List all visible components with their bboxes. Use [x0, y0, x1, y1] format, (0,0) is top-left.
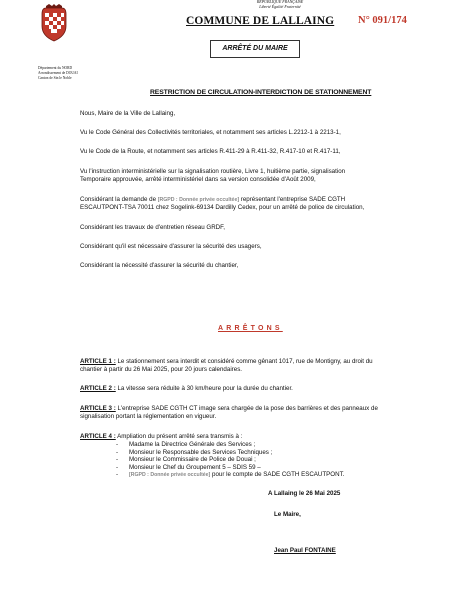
republic-motto-line: Liberté Égalité Fraternité	[259, 3, 301, 9]
arretons-heading: ARRÊTONS	[218, 325, 283, 332]
article-line	[80, 358, 425, 366]
paragraph-line: Temporaire approuvée, arrêté interministériel dans sa version consolidée d'Août 2009,	[80, 176, 316, 183]
article-label: ARTICLE 4 :	[80, 433, 116, 440]
list-item-text: pour le compte de SADE CGTH ESCAUTPONT.	[210, 471, 345, 479]
paragraph-line: ESCAUTPONT-TSA 70011 chez Sogelink-69134 Dardilly Cedex, pour un arrêté de police de circulation,	[80, 204, 365, 211]
list-item	[116, 471, 344, 480]
paragraph: Considérant la nécessité d'assurer la sécurité du chantier,	[80, 262, 239, 269]
list-item-text: Monsieur le Commissaire de Police de Douai ;	[129, 456, 256, 464]
signature-name: Jean Paul FONTAINE	[274, 547, 336, 554]
article-text: La vitesse sera réduite à 30 km/heure pour la durée du chantier.	[115, 385, 293, 392]
paragraph-line: Vu l'instruction interministérielle sur la signalisation routière, Livre 1, huitième partie, signalisation	[80, 168, 346, 175]
dash-icon: -	[116, 463, 119, 471]
redacted-text: [RGPD : Donnée privée occultée]	[157, 197, 240, 203]
dept-line: Canton de Sin le Noble	[38, 76, 72, 81]
list-item	[116, 464, 344, 472]
paragraph: Vu le Code Général des Collectivités territoriales, et notamment ses articles L.2212-1 à 2213-1,	[80, 129, 341, 136]
paragraph: Considérant les travaux de d'entretien réseau GRDF,	[80, 224, 225, 231]
article-2	[80, 385, 425, 393]
paragraph: Nous, Maire de la Ville de Lallaing,	[80, 110, 176, 117]
dash-icon: -	[116, 471, 119, 479]
list-item	[116, 441, 344, 449]
article-line: chantier à partir du 26 Mai 2025, pour 20 jours calendaires.	[80, 366, 243, 373]
dept-line: Département du NORD	[38, 66, 73, 70]
list-item-text: Monsieur le Chef du Groupement 5 – SDIS 59 –	[129, 463, 261, 471]
paragraph-text: représentant l'entreprise SADE CGTH	[240, 196, 346, 203]
commune-crest-logo	[38, 4, 70, 42]
signature-role: Le Maire,	[274, 511, 301, 518]
article-3	[80, 405, 425, 421]
recipient-list	[116, 441, 344, 480]
paragraph	[80, 168, 425, 184]
dash-icon: -	[116, 456, 119, 464]
paragraph	[80, 196, 425, 212]
article-1	[80, 358, 425, 374]
list-item	[116, 449, 344, 457]
list-item-text: Madame la Directrice Générale des Services ;	[129, 441, 256, 448]
arrete-type-box: ARRÊTÉ DU MAIRE	[210, 40, 300, 58]
article-line: signalisation portant la réglementation en vigueur.	[80, 413, 217, 420]
article-text: Ampliation du présent arrêté sera transmis à :	[115, 433, 243, 440]
republic-line: RÉPUBLIQUE FRANÇAISE	[256, 0, 304, 4]
article-line	[80, 405, 425, 413]
article-text: Le stationnement sera interdit et considéré comme gênant 1017, rue de Montigny, au droit du	[115, 358, 373, 365]
paragraph-line	[80, 196, 425, 204]
paragraph: Considérant qu'il est nécessaire d'assurer la sécurité des usagers,	[80, 243, 262, 250]
paragraph-text: Considérant la demande de	[80, 196, 157, 203]
article-text: L'entreprise SADE CGTH CT image sera chargée de la pose des barrières et des panneaux de	[115, 405, 378, 412]
republic-motto	[200, 0, 360, 9]
redacted-text: [RGPD : Donnée privée occultée]	[129, 472, 211, 479]
dash-icon: -	[116, 448, 119, 456]
department-info	[38, 66, 78, 82]
article-label: ARTICLE 2 :	[80, 385, 116, 392]
article-label: ARTICLE 3 :	[80, 405, 116, 412]
paragraph: Vu le Code de la Route, et notamment ses articles R.411-29 à R.411-32, R.417-10 et R.417-11,	[80, 148, 341, 155]
article-label: ARTICLE 1 :	[80, 358, 116, 365]
list-item-text: Monsieur le Responsable des Services Techniques ;	[129, 448, 273, 456]
dept-line: Arrondissement de DOUAI	[38, 71, 78, 76]
signature-date: A Lallaing le 26 Mai 2025	[268, 490, 341, 497]
document-title: RESTRICTION DE CIRCULATION-INTERDICTION DE STATIONNEMENT	[150, 89, 372, 96]
article-4	[80, 433, 425, 441]
list-item	[116, 456, 344, 464]
dash-icon: -	[116, 441, 119, 448]
commune-title: COMMUNE DE LALLAING	[186, 15, 335, 27]
arrete-number: N° 091/174	[358, 15, 407, 26]
